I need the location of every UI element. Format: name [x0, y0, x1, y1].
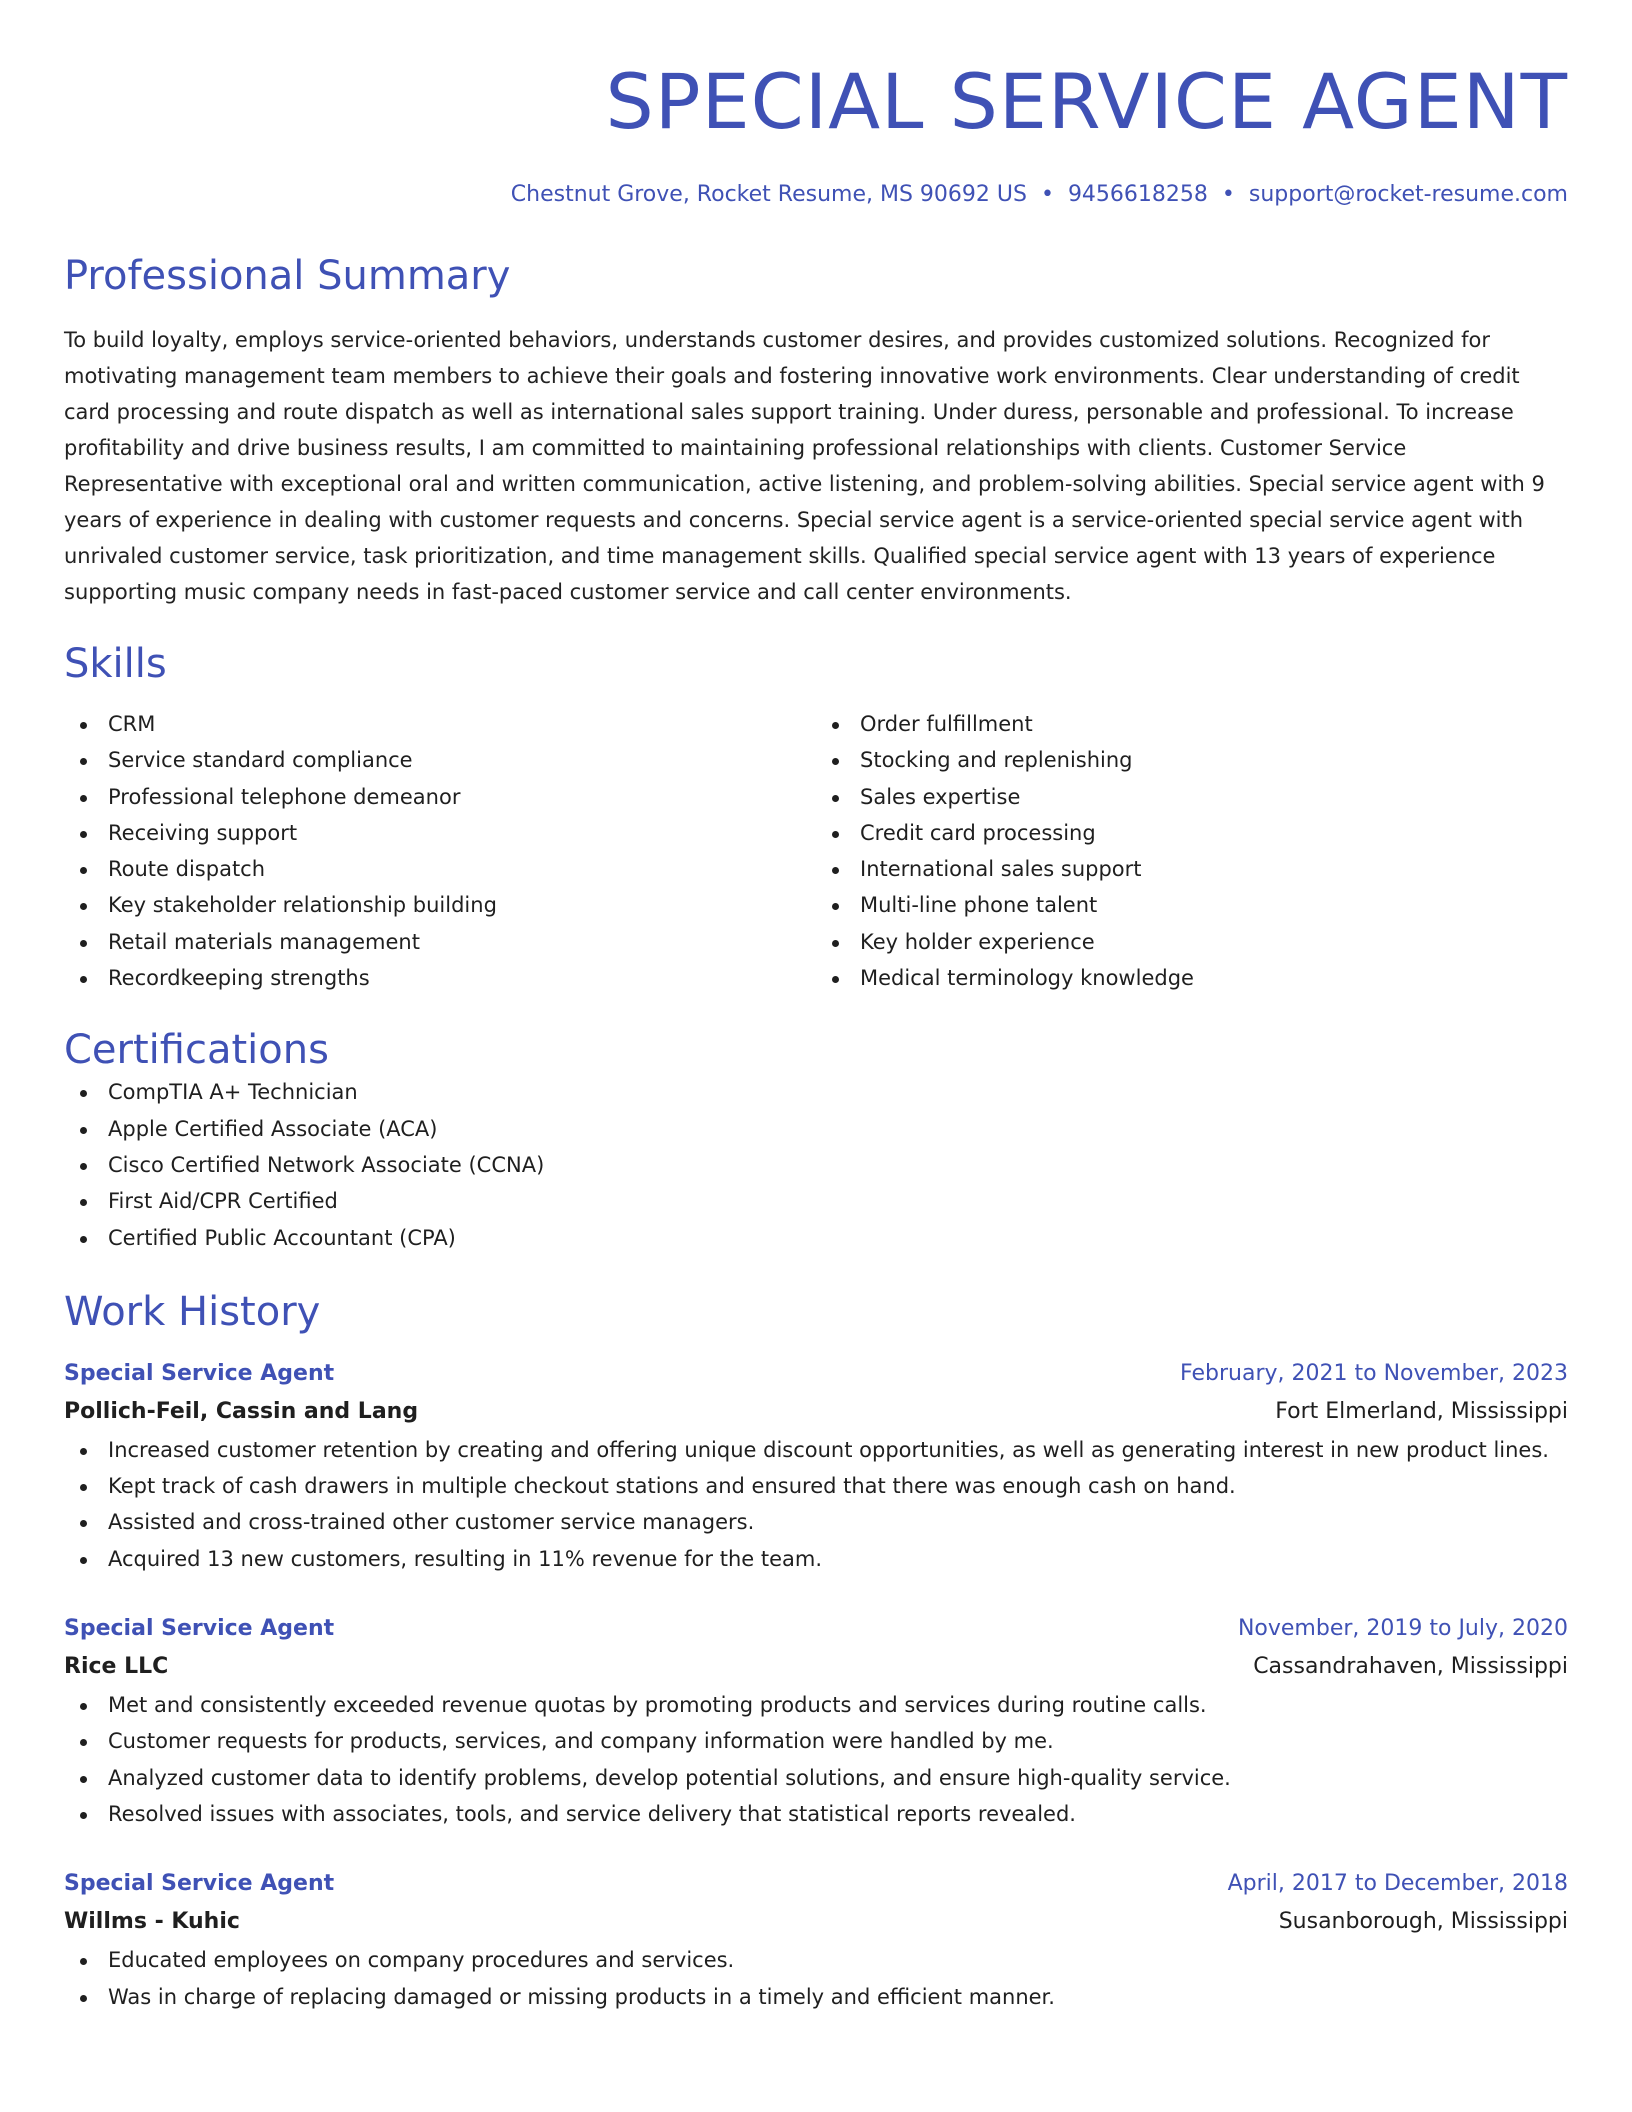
section-title-skills: Skills: [64, 641, 167, 687]
skill-item: Credit card processing: [816, 815, 1568, 851]
summary-text: To build loyalty, employs service-oriented behaviors, understands customer desires, and provides customized solutions. Recognized for motivating management team members to achieve their goals and fostering innovative work environments. Clear understanding of credit card processing and route dispatch as well as international sales support training. Under duress, personable and professional. To increase profitability and drive business results, I am committed to maintaining professional relationships with clients. Customer Service Representative with exceptional oral and written communication, active listening, and problem-solving abilities. Special service agent with 9 years of experience in dealing with customer requests and concerns. Special service agent is a service-oriented special service agent with unrivaled customer service, task prioritization, and time management skills. Qualified special service agent with 13 years of experience supporting music company needs in fast-paced customer service and call center environments.: [64, 328, 1545, 604]
contact-phone: 9456618258: [1067, 182, 1208, 207]
skill-item: Receiving support: [64, 815, 816, 851]
section-title-certifications: Certifications: [64, 1027, 329, 1074]
job-company: Willms - Kuhic: [64, 1909, 240, 1935]
contact-email[interactable]: support@rocket-resume.com: [1248, 182, 1568, 207]
contact-line: [64, 180, 1568, 210]
job-bullet: Met and consistently exceeded revenue quotas by promoting products and services during routine calls.: [64, 1687, 1568, 1723]
skill-item: Stocking and replenishing: [816, 742, 1568, 778]
job-bullet: Assisted and cross-trained other customer service managers.: [64, 1504, 1568, 1540]
job-bullet: Increased customer retention by creating and offering unique discount opportunities, as well as generating interest in new product lines.: [64, 1432, 1568, 1468]
job-title: Special Service Agent: [64, 1616, 335, 1642]
contact-separator: •: [1221, 182, 1235, 207]
job-company: Pollich-Feil, Cassin and Lang: [64, 1398, 419, 1424]
skill-item: Sales expertise: [816, 779, 1568, 815]
job-header-row: [64, 1611, 1568, 1647]
contact-separator: •: [1040, 182, 1054, 207]
candidate-name: SPECIAL SERVICE AGENT: [605, 57, 1568, 146]
skills-column-right: [816, 706, 1568, 996]
certification-item: CompTIA A+ Technician: [64, 1074, 1568, 1110]
skills-list-right: [816, 706, 1568, 996]
job-title: Special Service Agent: [64, 1360, 335, 1386]
skill-item: Order fulfillment: [816, 706, 1568, 742]
job-company: Rice LLC: [64, 1654, 169, 1680]
skill-item: Retail materials management: [64, 924, 816, 960]
skill-item: Medical terminology knowledge: [816, 960, 1568, 996]
job-header-row: [64, 1356, 1568, 1392]
job-bullet: Customer requests for products, services, and company information were handled by me.: [64, 1723, 1568, 1759]
certifications-list: [64, 1074, 1568, 1255]
skill-item: CRM: [64, 706, 816, 742]
job-entry: [64, 1611, 1568, 1832]
certification-item: Apple Certified Associate (ACA): [64, 1111, 1568, 1147]
job-dates: April, 2017 to December, 2018: [1227, 1871, 1568, 1897]
job-bullet: Acquired 13 new customers, resulting in 11% revenue for the team.: [64, 1541, 1568, 1577]
job-bullet: Resolved issues with associates, tools, and service delivery that statistical reports revealed.: [64, 1796, 1568, 1832]
resume-header: [64, 50, 1568, 210]
job-company-row: [64, 1392, 1568, 1432]
job-company-row: [64, 1902, 1568, 1942]
skill-item: Service standard compliance: [64, 742, 816, 778]
job-bullets: [64, 1687, 1568, 1832]
skills-columns: [64, 706, 1568, 996]
skill-item: Professional telephone demeanor: [64, 779, 816, 815]
job-bullet: Was in charge of replacing damaged or missing products in a timely and efficient manner.: [64, 1979, 1568, 2015]
job-bullet: Analyzed customer data to identify problems, develop potential solutions, and ensure high-quality service.: [64, 1760, 1568, 1796]
job-bullet: Educated employees on company procedures and services.: [64, 1942, 1568, 1978]
job-bullets: [64, 1432, 1568, 1577]
job-entry: [64, 1866, 1568, 2015]
job-title: Special Service Agent: [64, 1871, 335, 1897]
section-title-work-history: Work History: [64, 1288, 321, 1335]
job-location: Susanborough, Mississippi: [1278, 1909, 1568, 1935]
job-location: Fort Elmerland, Mississippi: [1275, 1398, 1568, 1424]
job-dates: February, 2021 to November, 2023: [1180, 1360, 1568, 1386]
skill-item: Recordkeeping strengths: [64, 960, 816, 996]
certification-item: First Aid/CPR Certified: [64, 1183, 1568, 1219]
section-title-summary: Professional Summary: [64, 253, 511, 299]
job-entry: [64, 1356, 1568, 1577]
job-bullet: Kept track of cash drawers in multiple checkout stations and ensured that there was enough cash on hand.: [64, 1468, 1568, 1504]
skill-item: Key stakeholder relationship building: [64, 887, 816, 923]
certification-item: Certified Public Accountant (CPA): [64, 1220, 1568, 1256]
job-dates: November, 2019 to July, 2020: [1237, 1616, 1568, 1642]
job-company-row: [64, 1647, 1568, 1687]
job-header-row: [64, 1866, 1568, 1902]
skill-item: Route dispatch: [64, 851, 816, 887]
job-bullets: [64, 1942, 1568, 2015]
skill-item: International sales support: [816, 851, 1568, 887]
job-location: Cassandrahaven, Mississippi: [1253, 1654, 1568, 1680]
certification-item: Cisco Certified Network Associate (CCNA): [64, 1147, 1568, 1183]
skill-item: Key holder experience: [816, 924, 1568, 960]
skills-column-left: [64, 706, 816, 996]
skills-list-left: [64, 706, 816, 996]
skill-item: Multi-line phone talent: [816, 887, 1568, 923]
contact-address: Chestnut Grove, Rocket Resume, MS 90692 US: [510, 182, 1027, 207]
